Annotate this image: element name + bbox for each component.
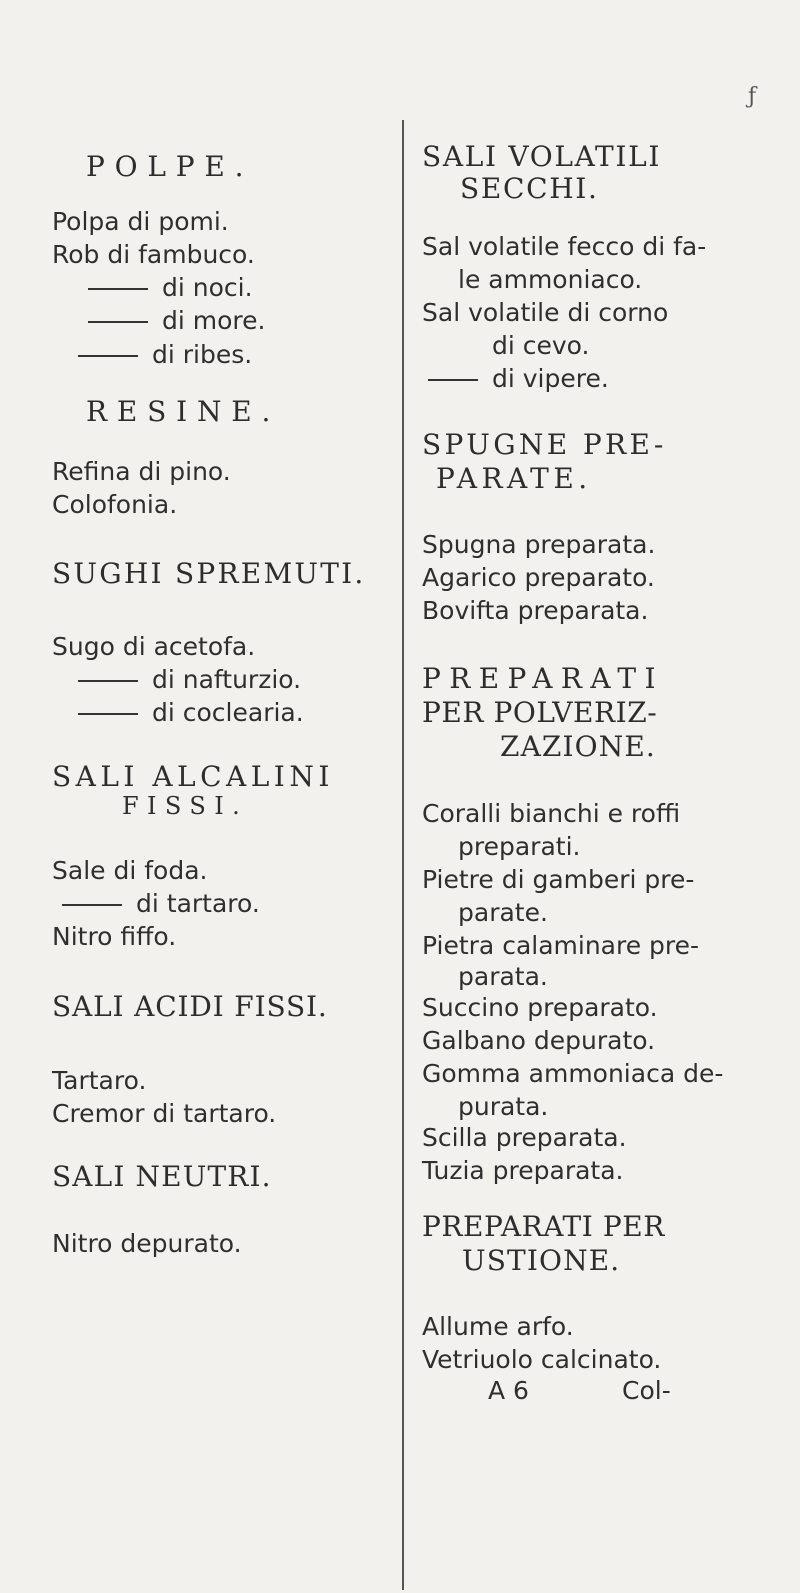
list-item: le ammoniaco. [458,265,643,294]
list-item: di tartaro. [62,889,260,918]
heading-resine: RESINE. [86,395,281,428]
heading-sali-neutri: SALI NEUTRI. [52,1160,272,1193]
list-item: Vetriuolo calcinato. [422,1345,662,1374]
list-item: Scilla preparata. [422,1123,627,1152]
corner-mark: ƒ [748,84,757,109]
list-item: Nitro fiffo. [52,922,177,951]
list-item: Coralli bianchi e roffi [422,799,681,828]
list-item: Sal volatile di corno [422,298,669,327]
ditto-dash [78,713,138,715]
ditto-dash [428,379,478,381]
list-item: Refina di pino. [52,457,231,486]
heading-polpe: POLPE. [86,150,254,183]
ditto-dash [88,288,148,290]
list-item: Pietre di gamberi pre- [422,865,695,894]
list-item: Galbano depurato. [422,1026,656,1055]
list-item: di nafturzio. [78,665,301,694]
signature-mark: A 6 [488,1376,529,1405]
list-item: parata. [458,962,548,991]
list-item: Gomma ammoniaca de- [422,1059,724,1088]
list-item: Succino preparato. [422,993,658,1022]
list-item: Sal volatile fecco di fa- [422,232,707,261]
list-item: Cremor di tartaro. [52,1099,277,1128]
heading-spugne: SPUGNE PRE- [422,428,667,461]
heading-sali-volatili: SALI VOLATILI [422,140,662,173]
list-item: Nitro depurato. [52,1229,242,1258]
heading-sali-alcalini-2: FISSI. [122,792,249,820]
list-item: Sale di foda. [52,856,208,885]
catchword: Col- [622,1376,671,1405]
list-item: parate. [458,898,548,927]
list-item: Spugna preparata. [422,530,656,559]
list-item: Bovifta preparata. [422,596,649,625]
heading-ustione-2: USTIONE. [462,1244,621,1277]
heading-sughi: SUGHI SPREMUTI. [52,557,366,590]
heading-sali-acidi: SALI ACIDI FISSI. [52,990,328,1023]
heading-ustione: PREPARATI PER [422,1210,665,1243]
heading-polverizzazione: PREPARATI [422,662,664,695]
list-item: di ribes. [78,340,252,369]
ditto-dash [62,904,122,906]
list-item: purata. [458,1092,549,1121]
heading-sali-alcalini: SALI ALCALINI [52,760,334,793]
list-item: Tuzia preparata. [422,1156,624,1185]
list-item: di coclearia. [78,698,304,727]
list-item: Colofonia. [52,490,178,519]
list-item: di noci. [88,273,253,302]
heading-polverizzazione-3: ZAZIONE. [500,730,656,763]
list-item: Agarico preparato. [422,563,655,592]
list-item: Rob di fambuco. [52,240,255,269]
ditto-dash [88,321,148,323]
list-item: Sugo di acetofa. [52,632,256,661]
list-item: di cevo. [492,331,590,360]
list-item: preparati. [458,832,581,861]
ditto-dash [78,680,138,682]
list-item: Allume arfo. [422,1312,574,1341]
list-item: di vipere. [428,364,609,393]
column-divider [402,120,404,1590]
list-item: Pietra calaminare pre- [422,931,700,960]
list-item: Tartaro. [52,1066,147,1095]
list-item: Polpa di pomi. [52,207,229,236]
list-item: di more. [88,306,265,335]
heading-sali-volatili-2: SECCHI. [460,172,599,205]
ditto-dash [78,355,138,357]
heading-spugne-2: PARATE. [436,462,592,495]
heading-polverizzazione-2: PER POLVERIZ- [422,696,658,729]
